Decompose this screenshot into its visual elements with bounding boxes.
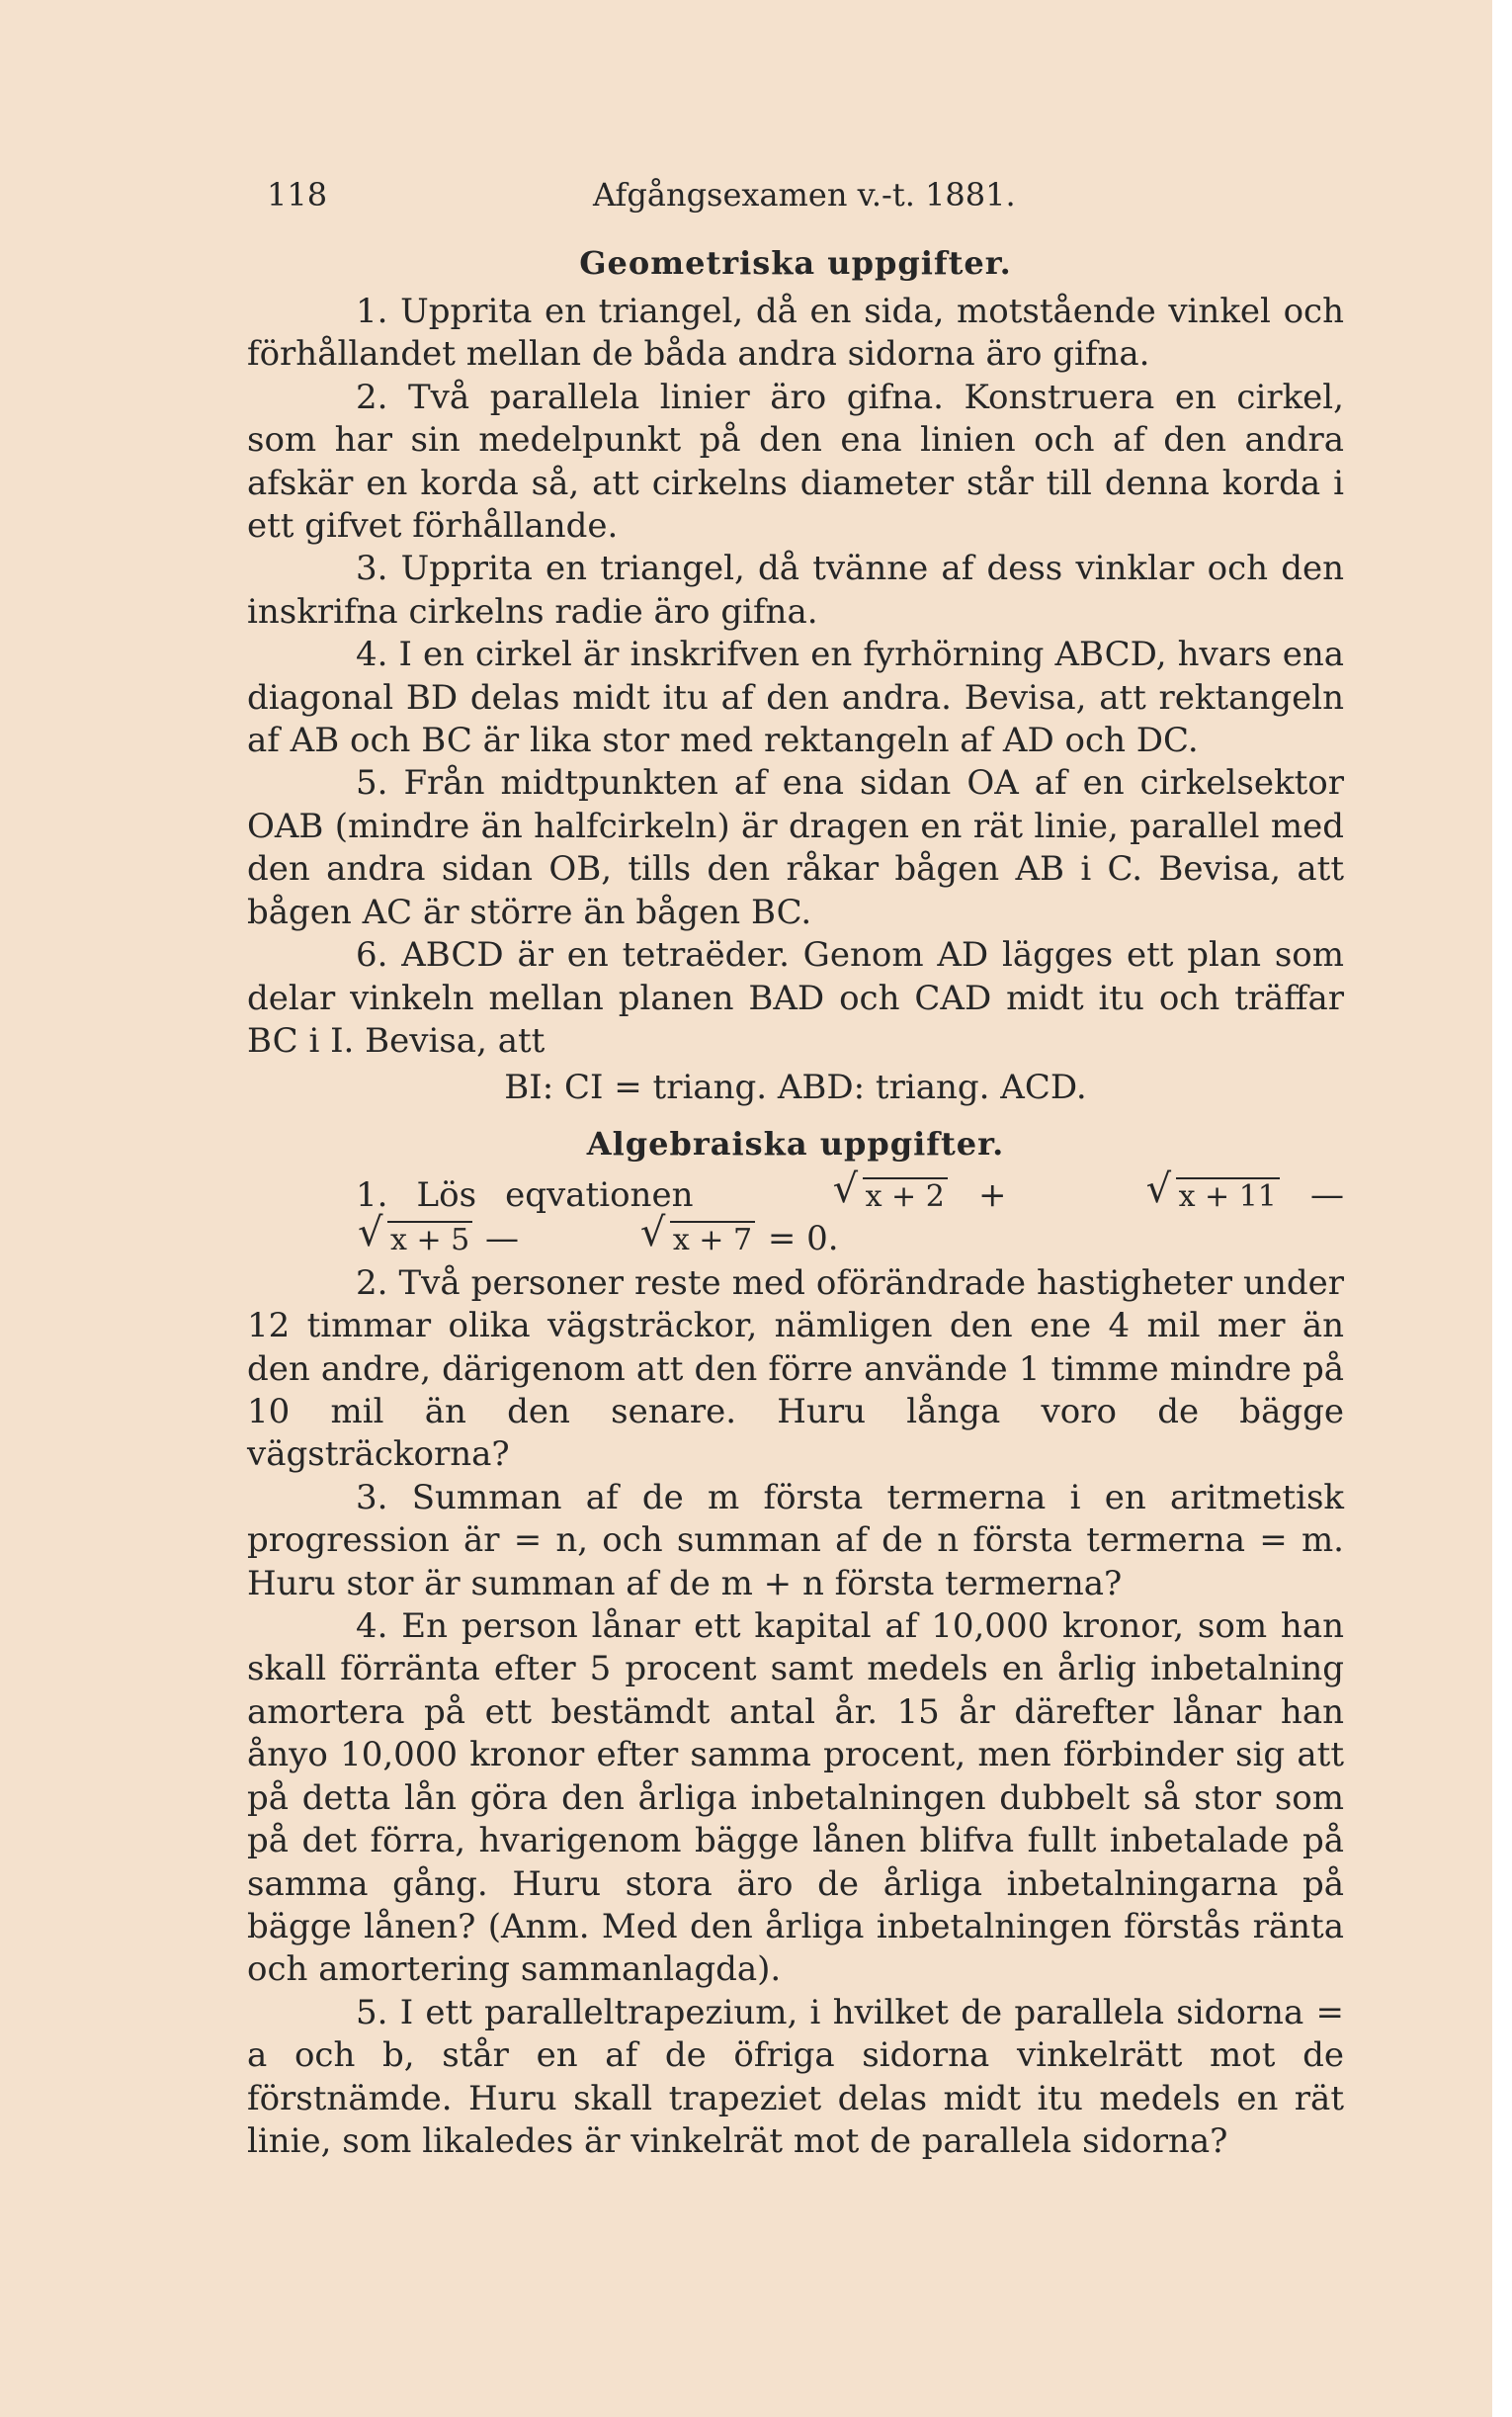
algebra-problem-5: 5. I ett paralleltrapezium, i hvilket de parallela sidorna = a och b, står en af de öfriga sidorna vinkelrätt mot de förstnämde. Huru skall trapeziet delas midt itu medels en rät linie, som likaledes är vinkelrät mot de parallela sidorna? <box>247 1992 1344 2161</box>
geometry-problem-2: 2. Två parallela linier äro gifna. Konstruera en cirkel, som har sin medelpunkt på den ena linien och af den andra afskär en korda så, att cirkelns diameter står till denna korda i ett gifvet förhållande. <box>247 377 1344 547</box>
geometry-problem-1: 1. Upprita en triangel, då en sida, motstående vinkel och förhållandet mellan de båda andra sidorna äro gifna. <box>247 292 1344 375</box>
sqrt-term-1 <box>724 1174 948 1218</box>
sqrt-term-4 <box>532 1218 755 1261</box>
algebra-problem-4: 4. En person lånar ett kapital af 10,000 kronor, som han skall förränta efter 5 procent samt medels en årlig inbetalning amortera på ett bestämdt antal år. 15 år därefter lånar han ånyo 10,000 kronor efter samma procent, men förbinder sig att på detta lån göra den årliga inbetalningen dubbelt så stor som på det förra, hvarigenom bägge lånen blifva fullt inbetalade på samma gång. Huru stora äro de årliga inbetalningarna på bägge lånen? (Anm. Med den årliga inbetalningen förstås ränta och amortering sammanlagda). <box>247 1606 1344 1990</box>
geometry-problem-3: 3. Upprita en triangel, då tvänne af dess vinklar och den inskrifna cirkelns radie äro gifna. <box>247 549 1344 632</box>
sqrt-term-3 <box>249 1218 472 1261</box>
radicand-4: x + 7 <box>670 1221 755 1257</box>
running-title: Afgångsexamen v.-t. 1881. <box>593 176 1016 214</box>
algebra-problem-2: 2. Två personer reste med oförändrade hastigheter under 12 timmar olika vägsträckor, nämligen den ene 4 mil mer än den andre, därigenom att den förre använde 1 timme mindre på 10 mil än den senare. Huru långa voro de bägge vägsträckorna? <box>247 1262 1344 1475</box>
operator-minus-1: — <box>1310 1175 1344 1215</box>
geometry-equation: BI: CI = triang. ABD: triang. ACD. <box>504 1068 1087 1108</box>
operator-plus: + <box>977 1175 1007 1215</box>
algebra-problems <box>247 1174 1344 2163</box>
algebra-section-title: Algebraiska uppgifter. <box>586 1125 1005 1163</box>
geometry-problem-6: 6. ABCD är en tetraëder. Genom AD lägges ett plan som delar vinkeln mellan planen BAD och CAD midt itu och träffar BC i I. Bevisa, att <box>247 935 1344 1061</box>
operator-minus-2: — <box>485 1219 520 1259</box>
equation-lead: 1. Lös eqvationen <box>356 1175 694 1215</box>
algebra-problem-3: 3. Summan af de m första termerna i en aritmetisk progression är = n, och summan af de n första termerna = m. Huru stor är summan af de m + n första termerna? <box>247 1477 1344 1603</box>
page-number: 118 <box>267 176 328 214</box>
geometry-problem-4: 4. I en cirkel är inskrifven en fyrhörning ABCD, hvars ena diagonal BD delas midt itu af den andra. Bevisa, att rektangeln af AB och BC är lika stor med rektangeln af AD och DC. <box>247 635 1344 761</box>
geometry-problem-5: 5. Från midtpunkten af ena sidan OA af en cirkelsektor OAB (mindre än halfcirkeln) är dragen en rät linie, parallel med den andra sidan OB, tills den råkar bågen AB i C. Bevisa, att bågen AC är större än bågen BC. <box>247 763 1344 932</box>
radicand-3: x + 5 <box>387 1221 472 1257</box>
geometry-problems <box>247 291 1344 1110</box>
page-header <box>267 176 1334 216</box>
equation-tail: = 0. <box>767 1219 839 1259</box>
geometry-section-title: Geometriska uppgifter. <box>579 244 1012 282</box>
sqrt-term-2 <box>1038 1174 1280 1218</box>
algebra-problem-1 <box>247 1174 1344 1262</box>
radicand-1: x + 2 <box>863 1177 948 1214</box>
radicand-2: x + 11 <box>1176 1177 1280 1214</box>
